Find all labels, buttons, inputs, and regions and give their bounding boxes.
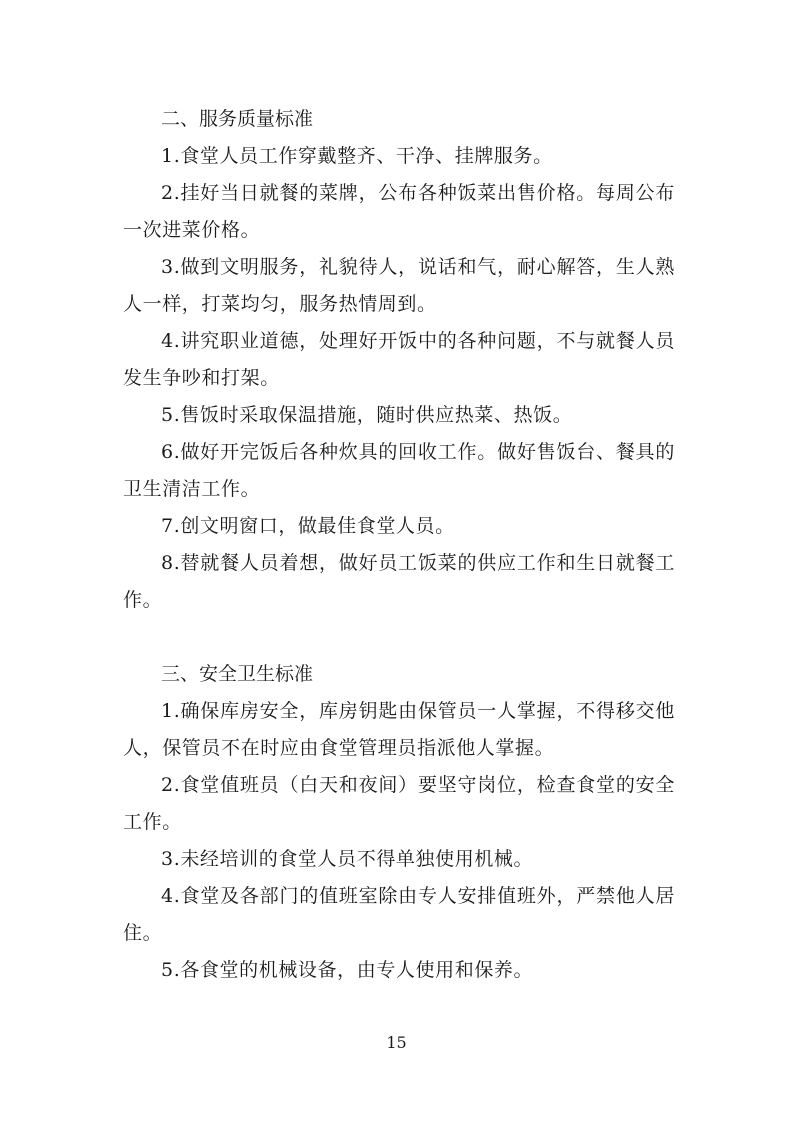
list-item: 4.食堂及各部门的值班室除由专人安排值班外，严禁他人居住。	[123, 885, 675, 944]
list-item: 5.售饭时采取保温措施，随时供应热菜、热饭。	[161, 404, 573, 426]
section-service-quality	[123, 101, 675, 619]
list-item: 3.未经培训的食堂人员不得单独使用机械。	[161, 848, 534, 870]
page-number: 15	[386, 1033, 407, 1052]
list-item: 7.创文明窗口，做最佳食堂人员。	[161, 515, 455, 537]
list-item: 5.各食堂的机械设备，由专人使用和保养。	[161, 959, 534, 981]
list-item: 4.讲究职业道德，处理好开饭中的各种问题，不与就餐人员发生争吵和打架。	[123, 330, 675, 389]
list-item: 8.替就餐人员着想，做好员工饭菜的供应工作和生日就餐工作。	[123, 552, 675, 611]
list-item: 1.确保库房安全，库房钥匙由保管员一人掌握，不得移交他人，保管员不在时应由食堂管理员指派他人掌握。	[123, 700, 675, 759]
section-heading: 三、安全卫生标准	[161, 663, 314, 685]
section-safety-hygiene	[123, 656, 675, 989]
page-content	[123, 101, 675, 989]
list-item: 2.挂好当日就餐的菜牌，公布各种饭菜出售价格。每周公布一次进菜价格。	[123, 182, 675, 241]
list-item: 1.食堂人员工作穿戴整齐、干净、挂牌服务。	[161, 145, 553, 167]
list-item: 3.做到文明服务，礼貌待人，说话和气，耐心解答，生人熟人一样，打菜均匀，服务热情周到。	[123, 256, 675, 315]
list-item: 2.食堂值班员（白天和夜间）要坚守岗位，检查食堂的安全工作。	[123, 774, 675, 833]
list-item: 6.做好开完饭后各种炊具的回收工作。做好售饭台、餐具的卫生清洁工作。	[123, 441, 675, 500]
section-heading: 二、服务质量标准	[161, 108, 314, 130]
